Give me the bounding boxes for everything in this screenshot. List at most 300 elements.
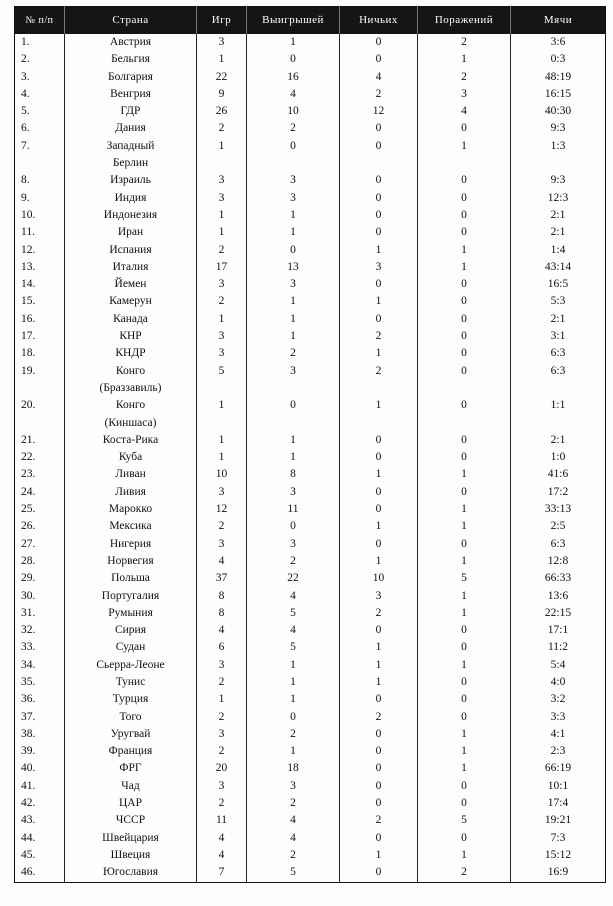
draws-cell: 0: [340, 778, 418, 795]
goals-cell: 1:0: [511, 449, 606, 466]
wins-cell: 1: [247, 432, 340, 449]
goals-cell: 13:6: [511, 588, 606, 605]
goals-cell: 3:3: [511, 709, 606, 726]
losses-cell: 0: [418, 328, 511, 345]
games-played-cell: 20: [197, 760, 247, 777]
table-row: [15, 709, 606, 726]
table-row: [15, 190, 606, 207]
goals-cell: 43:14: [511, 259, 606, 276]
goals-cell: 17:1: [511, 622, 606, 639]
draws-cell: 0: [340, 830, 418, 847]
row-number-cell: 1.: [21, 36, 30, 48]
goals-cell: 66:33: [511, 570, 606, 587]
table-row: [15, 743, 606, 760]
goals-cell: 17:2: [511, 484, 606, 501]
losses-cell: 3: [418, 86, 511, 103]
row-number-cell: 22.: [21, 451, 36, 464]
table-row: [15, 51, 606, 68]
losses-cell: 0: [418, 397, 511, 432]
losses-cell: 1: [418, 242, 511, 259]
games-played-cell: 3: [197, 34, 247, 51]
goals-cell: 1:4: [511, 242, 606, 259]
row-number-cell: 40.: [21, 762, 36, 775]
losses-cell: 0: [418, 449, 511, 466]
losses-cell: 0: [418, 795, 511, 812]
draws-cell: 1: [340, 293, 418, 310]
country-name-cell: Венгрия: [65, 86, 197, 103]
draws-cell: 0: [340, 311, 418, 328]
wins-cell: 4: [247, 830, 340, 847]
games-played-cell: 9: [197, 86, 247, 103]
row-number-cell: 17.: [21, 330, 36, 343]
row-number-cell: 38.: [21, 727, 36, 740]
goals-cell: 9:3: [511, 172, 606, 189]
country-name-cell: Австрия: [65, 34, 197, 51]
wins-cell: 3: [247, 778, 340, 795]
table-row: [15, 103, 606, 120]
country-name-cell: ФРГ: [65, 760, 197, 777]
table-row: [15, 328, 606, 345]
row-number-cell: 9.: [21, 191, 30, 204]
row-number-cell: 2.: [21, 53, 30, 66]
header-country: Страна: [65, 6, 197, 34]
games-played-cell: 5: [197, 363, 247, 398]
draws-cell: 0: [340, 120, 418, 137]
wins-cell: 4: [247, 812, 340, 829]
losses-cell: 1: [418, 847, 511, 864]
table-row: [15, 224, 606, 241]
goals-cell: 6:3: [511, 363, 606, 398]
draws-cell: 0: [340, 276, 418, 293]
games-played-cell: 17: [197, 259, 247, 276]
row-number-cell: 21.: [21, 433, 36, 446]
table-row: [15, 812, 606, 829]
games-played-cell: 26: [197, 103, 247, 120]
games-played-cell: 8: [197, 605, 247, 622]
draws-cell: 1: [340, 657, 418, 674]
table-row: [15, 847, 606, 864]
country-name-cell: Марокко: [65, 501, 197, 518]
row-number-cell: 16.: [21, 312, 36, 325]
wins-cell: 3: [247, 190, 340, 207]
header-goals: Мячи: [511, 6, 606, 34]
row-number-cell: 5.: [21, 105, 30, 118]
country-name-cell: ЧССР: [65, 812, 197, 829]
goals-cell: 11:2: [511, 639, 606, 656]
losses-cell: 1: [418, 553, 511, 570]
draws-cell: 0: [340, 691, 418, 708]
losses-cell: 0: [418, 484, 511, 501]
draws-cell: 1: [340, 518, 418, 535]
wins-cell: 3: [247, 172, 340, 189]
country-name-cell: Сьерра-Леоне: [65, 657, 197, 674]
header-losses: Поражений: [418, 6, 511, 34]
draws-cell: 1: [340, 847, 418, 864]
losses-cell: 0: [418, 830, 511, 847]
row-number-cell: 4.: [21, 87, 30, 100]
games-played-cell: 1: [197, 311, 247, 328]
losses-cell: 0: [418, 190, 511, 207]
country-name-cell: Швейцария: [65, 830, 197, 847]
games-played-cell: 2: [197, 293, 247, 310]
wins-cell: 5: [247, 605, 340, 622]
wins-cell: 1: [247, 674, 340, 691]
country-name-cell: Йемен: [65, 276, 197, 293]
wins-cell: 2: [247, 847, 340, 864]
wins-cell: 2: [247, 553, 340, 570]
wins-cell: 10: [247, 103, 340, 120]
wins-cell: 16: [247, 69, 340, 86]
draws-cell: 0: [340, 34, 418, 51]
table-row: [15, 501, 606, 518]
goals-cell: 2:5: [511, 518, 606, 535]
losses-cell: 0: [418, 709, 511, 726]
country-name-cell: Западный Берлин: [65, 138, 197, 173]
losses-cell: 0: [418, 172, 511, 189]
games-played-cell: 2: [197, 242, 247, 259]
losses-cell: 1: [418, 726, 511, 743]
wins-cell: 1: [247, 224, 340, 241]
wins-cell: 2: [247, 795, 340, 812]
games-played-cell: 10: [197, 466, 247, 483]
country-name-cell: Румыния: [65, 605, 197, 622]
draws-cell: 0: [340, 760, 418, 777]
goals-cell: 0:3: [511, 51, 606, 68]
wins-cell: 0: [247, 518, 340, 535]
draws-cell: 2: [340, 86, 418, 103]
goals-cell: 1:3: [511, 138, 606, 173]
losses-cell: 0: [418, 224, 511, 241]
wins-cell: 3: [247, 363, 340, 398]
country-name-cell: КНДР: [65, 345, 197, 362]
table-row: [15, 588, 606, 605]
goals-cell: 7:3: [511, 830, 606, 847]
country-name-cell: Судан: [65, 639, 197, 656]
table-row: [15, 363, 606, 398]
wins-cell: 1: [247, 293, 340, 310]
table-row: [15, 311, 606, 328]
row-number-cell: 27.: [21, 537, 36, 550]
country-name-cell: Ливан: [65, 466, 197, 483]
table-row: [15, 449, 606, 466]
wins-cell: 0: [247, 397, 340, 432]
wins-cell: 4: [247, 622, 340, 639]
games-played-cell: 1: [197, 449, 247, 466]
wins-cell: 4: [247, 588, 340, 605]
losses-cell: 0: [418, 345, 511, 362]
draws-cell: 1: [340, 553, 418, 570]
country-name-cell: Нигерия: [65, 536, 197, 553]
row-number-cell: 18.: [21, 347, 36, 360]
draws-cell: 10: [340, 570, 418, 587]
row-number-cell: 34.: [21, 658, 36, 671]
country-name-cell: Дания: [65, 120, 197, 137]
losses-cell: 0: [418, 207, 511, 224]
losses-cell: 1: [418, 259, 511, 276]
goals-cell: 17:4: [511, 795, 606, 812]
table-row: [15, 138, 606, 173]
table-row: [15, 397, 606, 432]
country-name-cell: КНР: [65, 328, 197, 345]
row-number-cell: 8.: [21, 174, 30, 187]
draws-cell: 0: [340, 622, 418, 639]
wins-cell: 5: [247, 864, 340, 882]
country-name-cell: Италия: [65, 259, 197, 276]
losses-cell: 1: [418, 588, 511, 605]
games-played-cell: 2: [197, 518, 247, 535]
table-row: [15, 570, 606, 587]
country-name-cell: Ливия: [65, 484, 197, 501]
losses-cell: 1: [418, 518, 511, 535]
losses-cell: 4: [418, 103, 511, 120]
games-played-cell: 7: [197, 864, 247, 882]
goals-cell: 16:9: [511, 864, 606, 882]
wins-cell: 1: [247, 743, 340, 760]
wins-cell: 1: [247, 657, 340, 674]
row-number-cell: 24.: [21, 485, 36, 498]
games-played-cell: 2: [197, 795, 247, 812]
country-name-cell: Тунис: [65, 674, 197, 691]
wins-cell: 2: [247, 345, 340, 362]
row-number-cell: 7.: [21, 139, 30, 152]
row-number-cell: 15.: [21, 295, 36, 308]
header-games: Игр: [197, 6, 247, 34]
country-name-cell: Польша: [65, 570, 197, 587]
games-played-cell: 3: [197, 276, 247, 293]
wins-cell: 3: [247, 484, 340, 501]
wins-cell: 11: [247, 501, 340, 518]
table-row: [15, 536, 606, 553]
draws-cell: 2: [340, 605, 418, 622]
losses-cell: 2: [418, 34, 511, 51]
row-number-cell: 43.: [21, 814, 36, 827]
draws-cell: 0: [340, 207, 418, 224]
goals-cell: 9:3: [511, 120, 606, 137]
draws-cell: 0: [340, 536, 418, 553]
row-number-cell: 12.: [21, 243, 36, 256]
draws-cell: 0: [340, 743, 418, 760]
games-played-cell: 4: [197, 830, 247, 847]
losses-cell: 0: [418, 639, 511, 656]
table-row: [15, 830, 606, 847]
draws-cell: 0: [340, 138, 418, 173]
losses-cell: 0: [418, 311, 511, 328]
wins-cell: 1: [247, 34, 340, 51]
country-name-cell: Бельгия: [65, 51, 197, 68]
table-row: [15, 466, 606, 483]
losses-cell: 0: [418, 674, 511, 691]
wins-cell: 2: [247, 120, 340, 137]
country-name-cell: Швеция: [65, 847, 197, 864]
row-number-cell: 39.: [21, 745, 36, 758]
goals-cell: 4:1: [511, 726, 606, 743]
losses-cell: 0: [418, 432, 511, 449]
country-name-cell: Болгария: [65, 69, 197, 86]
goals-cell: 66:19: [511, 760, 606, 777]
wins-cell: 3: [247, 276, 340, 293]
country-name-cell: Конго (Киншаса): [65, 397, 197, 432]
row-number-cell: 3.: [21, 70, 30, 83]
wins-cell: 0: [247, 51, 340, 68]
country-name-cell: Канада: [65, 311, 197, 328]
row-number-cell: 14.: [21, 278, 36, 291]
table-row: [15, 242, 606, 259]
draws-cell: 1: [340, 466, 418, 483]
country-name-cell: ЦАР: [65, 795, 197, 812]
country-name-cell: Коста-Рика: [65, 432, 197, 449]
goals-cell: 19:21: [511, 812, 606, 829]
draws-cell: 4: [340, 69, 418, 86]
goals-cell: 3:2: [511, 691, 606, 708]
goals-cell: 16:15: [511, 86, 606, 103]
draws-cell: 0: [340, 432, 418, 449]
table-row: [15, 518, 606, 535]
wins-cell: 1: [247, 207, 340, 224]
goals-cell: 16:5: [511, 276, 606, 293]
row-number-cell: 19.: [21, 364, 36, 377]
country-name-cell: Франция: [65, 743, 197, 760]
row-number-cell: 13.: [21, 260, 36, 273]
country-name-cell: Индонезия: [65, 207, 197, 224]
country-name-cell: Чад: [65, 778, 197, 795]
row-number-cell: 45.: [21, 848, 36, 861]
country-name-cell: Камерун: [65, 293, 197, 310]
games-played-cell: 2: [197, 743, 247, 760]
wins-cell: 4: [247, 86, 340, 103]
table-row: [15, 639, 606, 656]
draws-cell: 0: [340, 190, 418, 207]
games-played-cell: 3: [197, 536, 247, 553]
row-number-cell: 46.: [15, 864, 65, 882]
losses-cell: 0: [418, 691, 511, 708]
games-played-cell: 1: [197, 138, 247, 173]
draws-cell: 2: [340, 709, 418, 726]
games-played-cell: 1: [197, 397, 247, 432]
losses-cell: 1: [418, 138, 511, 173]
table-row: [15, 691, 606, 708]
losses-cell: 0: [418, 536, 511, 553]
country-name-cell: Куба: [65, 449, 197, 466]
table-row: [15, 605, 606, 622]
games-played-cell: 2: [197, 120, 247, 137]
losses-cell: 1: [418, 466, 511, 483]
draws-cell: 0: [340, 224, 418, 241]
wins-cell: 3: [247, 536, 340, 553]
country-name-cell: Турция: [65, 691, 197, 708]
wins-cell: 1: [247, 328, 340, 345]
games-played-cell: 1: [197, 432, 247, 449]
row-number-cell: 37.: [21, 710, 36, 723]
goals-cell: 2:1: [511, 207, 606, 224]
wins-cell: 0: [247, 709, 340, 726]
goals-cell: 33:13: [511, 501, 606, 518]
country-name-cell: Конго (Браззавиль): [65, 363, 197, 398]
losses-cell: 1: [418, 657, 511, 674]
losses-cell: 1: [418, 743, 511, 760]
row-number-cell: 6.: [21, 122, 30, 135]
goals-cell: 1:1: [511, 397, 606, 432]
wins-cell: 2: [247, 726, 340, 743]
row-number-cell: 31.: [21, 606, 36, 619]
country-name-cell: Израиль: [65, 172, 197, 189]
row-number-cell: 23.: [21, 468, 36, 481]
games-played-cell: 8: [197, 588, 247, 605]
goals-cell: 3:6: [511, 34, 606, 51]
table-body: [15, 34, 606, 882]
games-played-cell: 1: [197, 51, 247, 68]
row-number-cell: 41.: [21, 779, 36, 792]
goals-cell: 2:3: [511, 743, 606, 760]
losses-cell: 1: [418, 501, 511, 518]
draws-cell: 0: [340, 51, 418, 68]
table-row: [15, 69, 606, 86]
row-number-cell: 29.: [21, 572, 36, 585]
table-row: [15, 276, 606, 293]
goals-cell: 2:1: [511, 224, 606, 241]
goals-cell: 12:8: [511, 553, 606, 570]
draws-cell: 2: [340, 363, 418, 398]
games-played-cell: 4: [197, 622, 247, 639]
wins-cell: 0: [247, 138, 340, 173]
games-played-cell: 3: [197, 657, 247, 674]
goals-cell: 5:4: [511, 657, 606, 674]
country-name-cell: Сирия: [65, 622, 197, 639]
draws-cell: 0: [340, 864, 418, 882]
games-played-cell: 4: [197, 553, 247, 570]
losses-cell: 2: [418, 864, 511, 882]
table-row: [15, 864, 606, 882]
country-name-cell: Того: [65, 709, 197, 726]
games-played-cell: 3: [197, 345, 247, 362]
wins-cell: 8: [247, 466, 340, 483]
header-wins: Выигрышей: [247, 6, 340, 34]
row-number-cell: 25.: [21, 503, 36, 516]
table-row: [15, 484, 606, 501]
goals-cell: 22:15: [511, 605, 606, 622]
table-row: [15, 553, 606, 570]
header-number: № п/п: [15, 6, 65, 34]
table-row: [15, 293, 606, 310]
match-results-table: [14, 6, 606, 883]
draws-cell: 3: [340, 259, 418, 276]
row-number-cell: 44.: [21, 831, 36, 844]
country-name-cell: Индия: [65, 190, 197, 207]
games-played-cell: 3: [197, 328, 247, 345]
table-row: [15, 207, 606, 224]
draws-cell: 0: [340, 795, 418, 812]
goals-cell: 3:1: [511, 328, 606, 345]
goals-cell: 15:12: [511, 847, 606, 864]
games-played-cell: 11: [197, 812, 247, 829]
table-row: [15, 657, 606, 674]
row-number-cell: 32.: [21, 624, 36, 637]
wins-cell: 1: [247, 311, 340, 328]
row-number-cell: 11.: [21, 226, 35, 239]
losses-cell: 5: [418, 812, 511, 829]
losses-cell: 5: [418, 570, 511, 587]
table-row: [15, 795, 606, 812]
games-played-cell: 3: [197, 778, 247, 795]
draws-cell: 12: [340, 103, 418, 120]
table-row: [15, 726, 606, 743]
games-played-cell: 3: [197, 484, 247, 501]
country-name-cell: Испания: [65, 242, 197, 259]
wins-cell: 1: [247, 691, 340, 708]
draws-cell: 0: [340, 484, 418, 501]
goals-cell: 2:1: [511, 311, 606, 328]
country-name-cell: Мексика: [65, 518, 197, 535]
row-number-cell: 30.: [21, 589, 36, 602]
